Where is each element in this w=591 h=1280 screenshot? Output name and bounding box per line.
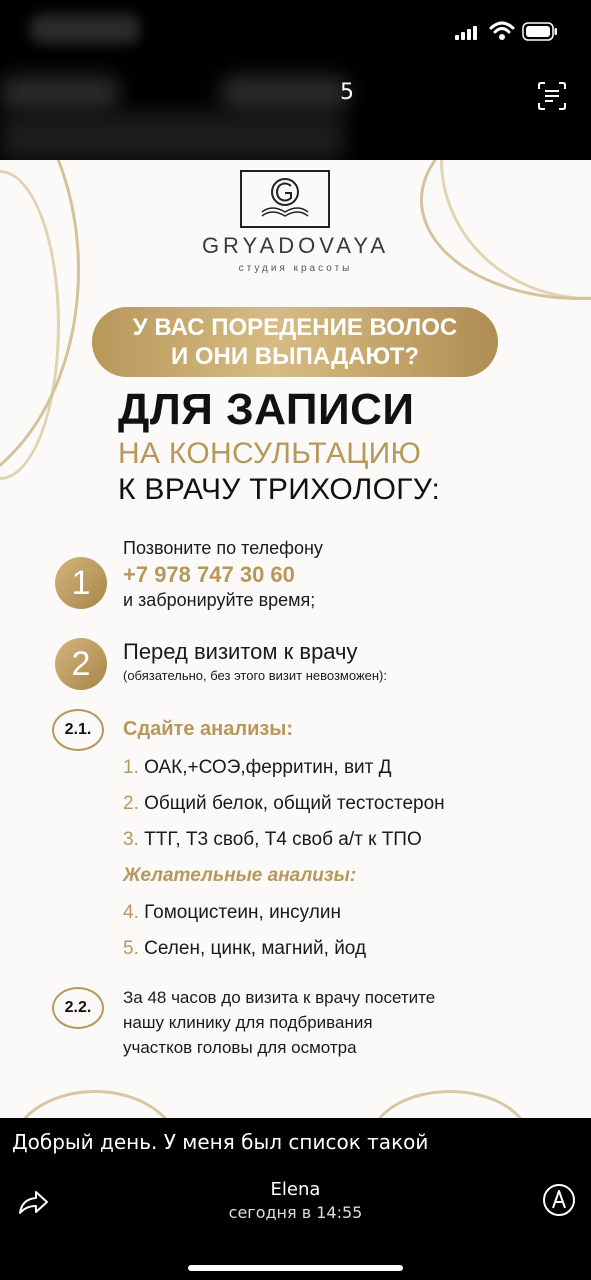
step-2-note: (обязательно, без этого визит невозможен): (123, 668, 387, 683)
step-2-number: 2 (55, 638, 107, 690)
headline-2: НА КОНСУЛЬТАЦИЮ (118, 437, 422, 470)
step-1-line-1: Позвоните по телефону (123, 538, 323, 558)
optional-analyses-title: Желательные анализы: (123, 865, 357, 886)
logo-g-icon (258, 178, 312, 218)
step-1-line-3: и забронируйте время; (123, 590, 316, 610)
step-2-2-line-1: За 48 часов до визита к врачу посетите (123, 988, 436, 1007)
analysis-item-1-text: ОАК,+СОЭ,ферритин, вит Д (144, 757, 392, 778)
headline-1: ДЛЯ ЗАПИСИ (118, 385, 415, 434)
home-indicator (188, 1265, 403, 1271)
analysis-item-5-text: Селен, цинк, магний, йод (144, 938, 367, 959)
step-2-1-title: Сдайте анализы: (123, 718, 294, 740)
brand-name: GRYADOVAYA (201, 233, 390, 258)
analysis-item-1 (123, 757, 392, 779)
top-nav (0, 60, 591, 164)
analysis-item-3-number: 3. (123, 829, 139, 850)
question-pill (92, 307, 498, 377)
photo-caption: Добрый день. У меня был список такой (12, 1130, 429, 1154)
analysis-item-3 (123, 829, 422, 851)
nav-blur-lower (0, 112, 345, 162)
decor-ring-bottom-left (10, 1090, 180, 1118)
status-bar (0, 0, 591, 60)
step-2-title: Перед визитом к врачу (123, 639, 358, 664)
status-time-blurred (30, 14, 140, 44)
decor-ring-bottom-right (370, 1090, 530, 1118)
brand-subtitle: студия красоты (238, 263, 353, 274)
analysis-item-5 (123, 938, 366, 960)
bottom-bar (0, 1165, 591, 1280)
analysis-item-5-number: 5. (123, 938, 139, 959)
nav-counter: 5 (340, 80, 354, 105)
analysis-item-4 (123, 902, 341, 924)
analysis-item-2 (123, 793, 445, 815)
step-2-1-badge: 2.1. (52, 709, 104, 751)
flyer-image[interactable] (0, 160, 591, 1118)
step-2-2-line-2: нашу клинику для подбривания (123, 1013, 373, 1032)
analysis-item-2-number: 2. (123, 793, 139, 814)
analysis-item-4-text: Гомоцистеин, инсулин (144, 902, 341, 923)
nav-title-blurred (220, 76, 350, 112)
back-button-blurred[interactable] (0, 76, 120, 112)
wifi-icon (489, 20, 515, 42)
headline-3: К ВРАЧУ ТРИХОЛОГУ: (118, 473, 441, 506)
markup-icon[interactable] (542, 1183, 576, 1217)
step-1-phone: +7 978 747 30 60 (123, 562, 295, 587)
signal-icon (455, 26, 481, 40)
sender-name: Elena (270, 1179, 321, 1200)
step-1-number: 1 (55, 557, 107, 609)
sent-time: сегодня в 14:55 (228, 1203, 363, 1222)
pill-line-1: У ВАС ПОРЕДЕНИЕ ВОЛОС (132, 314, 458, 341)
step-2-2-badge: 2.2. (52, 987, 104, 1029)
pill-line-2: И ОНИ ВЫПАДАЮТ? (170, 343, 420, 370)
analysis-item-4-number: 4. (123, 902, 139, 923)
text-scan-icon[interactable] (536, 80, 568, 112)
step-2-2-line-3: участков головы для осмотра (123, 1038, 357, 1057)
decor-ring-right-inner (420, 160, 591, 300)
analysis-item-2-text: Общий белок, общий тестостерон (144, 793, 445, 814)
battery-icon (522, 22, 558, 41)
analysis-item-3-text: ТТГ, Т3 своб, Т4 своб а/т к ТПО (144, 829, 422, 850)
analysis-item-1-number: 1. (123, 757, 139, 778)
decor-ring-left-outer (0, 160, 80, 500)
brand-logo (240, 170, 330, 228)
